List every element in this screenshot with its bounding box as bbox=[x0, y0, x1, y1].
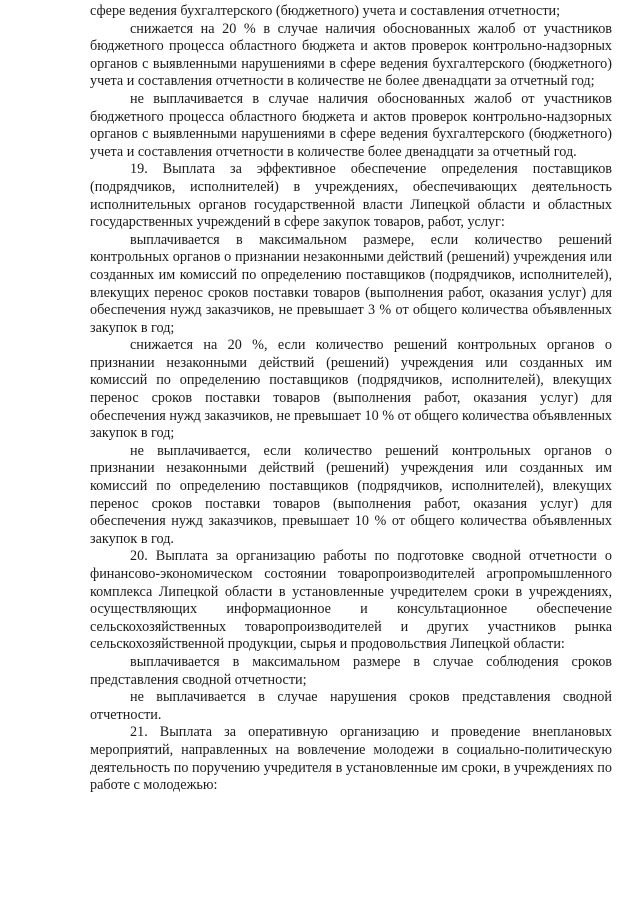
paragraph-not-paid-reporting: не выплачивается в случае нарушения сроков представления сводной отчетности. bbox=[90, 689, 612, 723]
paragraph-paid-max-reporting: выплачивается в максимальном размере в случае соблюдения сроков представления сводной отчетности; bbox=[90, 653, 612, 688]
paragraph-reduction-20-procurement: снижается на 20 %, если количество решений контрольных органов о признании незаконными действий (решений) учреждения или созданных им комиссий по определению поставщиков (подрядчиков, исполнителей), влекущих перенос сроков поставки товаров (выполнения работ, оказания услуг) для обеспечения нужд заказчиков, не превышает 10 % от общего количества объявленных закупок в год; bbox=[90, 337, 612, 442]
paragraph-item-19: 19. Выплата за эффективное обеспечение определения поставщиков (подрядчиков, исполнителей) в учреждениях, обеспечивающих деятельность исполнительных органов государственной власти Липецкой области и областных государственных учреждений в сфере закупок товаров, работ, услуг: bbox=[90, 161, 612, 231]
paragraph-not-paid-bookkeeping: не выплачивается в случае наличия обоснованных жалоб от участников бюджетного процесса областного бюджета и актов проверок контрольно-надзорных органов с выявленными нарушениями в сфере ведения бухгалтерского (бюджетного) учета и составления отчетности в количестве более двенадцати за отчетный год. bbox=[90, 90, 612, 160]
paragraph-reduction-20-bookkeeping: снижается на 20 % в случае наличия обоснованных жалоб от участников бюджетного процесса областного бюджета и актов проверок контрольно-надзорных органов с выявленными нарушениями в сфере ведения бухгалтерского (бюджетного) учета и составления отчетности в количестве не более двенадцати за отчетный год; bbox=[90, 20, 612, 90]
paragraph-not-paid-procurement: не выплачивается, если количество решений контрольных органов о признании незаконными действий (решений) учреждения или созданных им комиссий по определению поставщиков (подрядчиков, исполнителей), влекущих перенос сроков поставки товаров (выполнения работ, оказания услуг) для обеспечения нужд заказчиков, превышает 10 % от общего количества объявленных закупок в год. bbox=[90, 442, 612, 547]
paragraph-continuation: сфере ведения бухгалтерского (бюджетного) учета и составления отчетности; bbox=[90, 3, 561, 19]
paragraph-paid-max-procurement: выплачивается в максимальном размере, если количество решений контрольных органов о признании незаконными действий (решений) учреждения или созданных им комиссий по определению поставщиков (подрядчиков, исполнителей), влекущих перенос сроков поставки товаров (выполнения работ, оказания услуг) для обеспечения нужд заказчиков, не превышает 3 % от общего количества объявленных закупок в год; bbox=[90, 231, 612, 336]
paragraph-item-20: 20. Выплата за организацию работы по подготовке сводной отчетности о финансово-экономическом состоянии товаропроизводителей агропромышленного комплекса Липецкой области в установленные учредителем сроки в учреждениях, осуществляющих информационное и консультационное обеспечение сельскохозяйственных товаропроизводителей и других участников рынка сельскохозяйственной продукции, сырья и продовольствия Липецкой области: bbox=[90, 548, 612, 653]
paragraph-item-21: 21. Выплата за оперативную организацию и проведение внеплановых мероприятий, направленных на вовлечение молодежи в социально-политическую деятельность по поручению учредителя в установленные им сроки, в учреждениях по работе с молодежью: bbox=[90, 724, 612, 794]
